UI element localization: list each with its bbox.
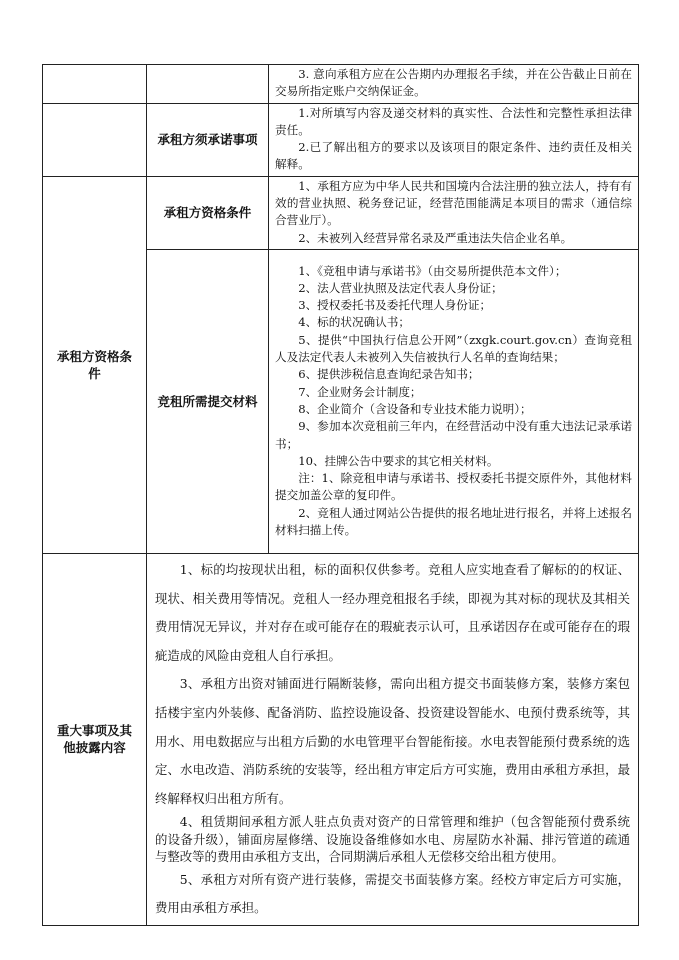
qualification-sub-label: 承租方资格条件 <box>147 176 269 249</box>
table-row <box>43 103 639 176</box>
list-item: 7、企业财务会计制度； <box>298 384 422 399</box>
paragraph: 4、租赁期间承租方派人驻点负责对资产的日常管理和维护（包含智能预付费系统的设备升级），铺面房屋修缮、设施设备维修如水电、房屋防水补漏、排污管道的疏通与整改等的费用由承租方支出，合同期满后承租人无偿移交给出租方使用。 <box>155 814 630 865</box>
empty-cell <box>147 65 269 104</box>
paragraph: 1、标的均按现状出租，标的面积仅供参考。竞租人应实地查看了解标的的权证、现状、相关费用等情况。竞租人一经办理竞租报名手续，即视为其对标的现状及其相关费用情况无异议，并对存在或可能存在的瑕疵表示认可，且承诺因存在或可能存在的瑕疵造成的风险由竞租人自行承担。 <box>155 561 630 663</box>
list-item: 6、提供涉税信息查询纪录告知书； <box>298 367 480 382</box>
note-item: 2、竞租人通过网站公告提供的报名地址进行报名，并将上述报名材料扫描上传。 <box>275 505 632 538</box>
materials-label: 竞租所需提交材料 <box>147 249 269 553</box>
commitment-label: 承租方须承诺事项 <box>147 103 269 176</box>
list-item: 4、标的状况确认书； <box>298 315 410 330</box>
qualification-content <box>269 176 639 249</box>
list-item: 10、挂牌公告中要求的其它相关材料。 <box>298 453 499 468</box>
list-item: 3、授权委托书及委托代理人身份证； <box>298 298 492 313</box>
list-item: 5、提供“中国执行信息公开网”（zxgk.court.gov.cn）查询竞租人及法定代表人未被列入失信被执行人名单的查询结果； <box>275 332 632 365</box>
list-item: 8、企业简介（含设备和专业技术能力说明）； <box>298 401 532 416</box>
paragraph: 2、未被列入经营异常名录及严重违法失信企业名单。 <box>298 230 573 245</box>
lease-terms-table <box>42 64 639 926</box>
paragraph: 2.已了解出租方的要求以及该项目的限定条件、违约责任及相关解释。 <box>275 140 632 172</box>
list-item: 1、《竞租申请与承诺书》（由交易所提供范本文件）； <box>298 263 567 278</box>
disclosure-content <box>147 553 639 925</box>
empty-cell <box>43 103 147 176</box>
paragraph: 3、承租方出资对铺面进行隔断装修，需向出租方提交书面装修方案，装修方案包括楼宇室内外装修、配备消防、监控设施设备、投资建设智能水、电预付费系统等，其用水、用电数据应与出租方后勤的水电管理平台智能衔接。水电表智能预付费系统的选定、水电改造、消防系统的安装等，经出租方审定后方可实施，费用由承租方承担，最终解释权归出租方所有。 <box>155 676 630 806</box>
empty-cell <box>43 65 147 104</box>
paragraph: 5、承租方对所有资产进行装修，需提交书面装修方案。经校方审定后方可实施，费用由承租方承担。 <box>155 871 630 916</box>
table-row <box>43 553 639 925</box>
document-page <box>42 64 638 926</box>
list-item: 9、参加本次竞租前三年内，在经营活动中没有重大违法记录承诺书； <box>275 419 632 451</box>
disclosure-section-label: 重大事项及其他披露内容 <box>43 553 147 925</box>
paragraph: 3. 意向承租方应在公告期内办理报名手续，并在公告截止日前在交易所指定账户交纳保证金。 <box>275 67 632 99</box>
paragraph: 1.对所填写内容及递交材料的真实性、合法性和完整性承担法律责任。 <box>275 105 632 137</box>
registration-deposit-text <box>269 65 639 104</box>
commitment-content <box>269 103 639 176</box>
table-row <box>43 65 639 104</box>
note-item: 注：1、除竞租申请与承诺书、授权委托书提交原件外，其他材料提交加盖公章的复印件。 <box>275 471 632 503</box>
paragraph: 1、承租方应为中华人民共和国境内合法注册的独立法人，持有有效的营业执照、税务登记证，经营范围能满足本项目的需求（通信综合营业厅）。 <box>275 178 632 228</box>
table-row <box>43 176 639 249</box>
materials-content <box>269 249 639 553</box>
list-item: 2、法人营业执照及法定代表人身份证； <box>298 280 503 295</box>
qualification-section-label: 承租方资格条件 <box>43 176 147 553</box>
